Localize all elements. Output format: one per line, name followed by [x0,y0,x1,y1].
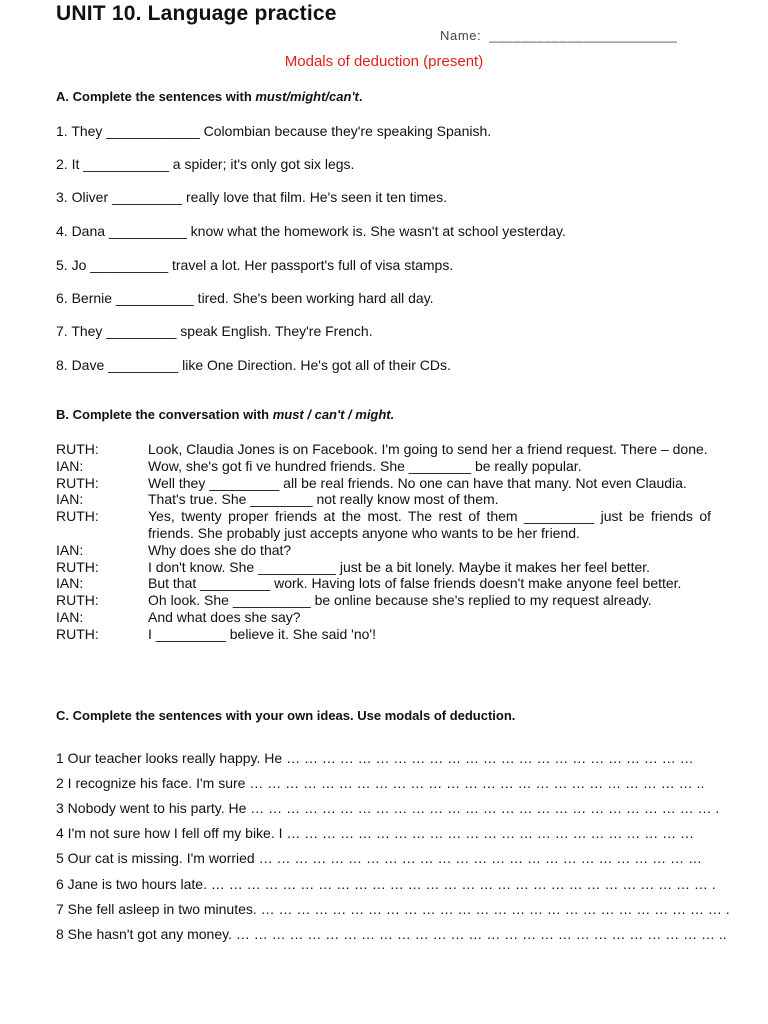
conversation-line [56,592,711,609]
speech-text: I don't know. She __________ just be a bit lonely. Maybe it makes her feel better. [148,558,651,575]
section-a-prefix: A. Complete the sentences with [56,89,256,104]
subtitle-text: Modals of deduction (present) [284,53,484,70]
conversation-line [56,491,711,508]
speech-text: Well they _________ all be real friends. No one can have that many. Not even Claudia. [148,474,687,491]
conversation-line [56,609,711,626]
speaker-label: RUTH: [56,592,99,609]
speaker-label: IAN: [56,491,84,508]
sentence-c-6: 6 Jane is two hours late. … … … … … … … … … … … … … … … … … … … … … … … … … … … … . [56,876,716,892]
sentence-c-8: 8 She hasn't got any money. … … … … … … … … … … … … … … … … … … … … … … … … … … … .. [56,926,727,942]
page-title: UNIT 10. Language practice [56,2,337,25]
speech-text: I _________ believe it. She said 'no'! [148,625,376,642]
speaker-label: IAN: [56,541,84,558]
speaker-label: IAN: [56,608,84,625]
conversation-line [56,475,711,492]
sentence-a-8: 8. Dave _________ like One Direction. He's got all of their CDs. [56,357,451,373]
section-b-modals: must / can't / might. [272,407,395,422]
sentence-a-2: 2. It ___________ a spider; it's only got six legs. [56,156,355,172]
name-field [440,28,677,43]
speech-text: Yes, twenty proper friends at the most. The rest of them _________ just be friends of friends. She probably just accepts anyone who wants to be her friend. [148,508,711,541]
speaker-label: RUTH: [56,625,99,642]
sentence-a-5: 5. Jo __________ travel a lot. Her passport's full of visa stamps. [56,257,454,273]
sentence-a-7: 7. They _________ speak English. They're French. [56,323,373,339]
sentence-c-3: 3 Nobody went to his party. He … … … … … … … … … … … … … … … … … … … … … … … … … … . [56,800,720,816]
sentence-c-1: 1 Our teacher looks really happy. He … … … … … … … … … … … … … … … … … … … … … … … [56,750,694,766]
conversation-line [56,441,711,458]
sentence-a-1: 1. They ____________ Colombian because they're speaking Spanish. [56,123,492,139]
speech-text: Oh look. She __________ be online because she's replied to my request already. [148,592,652,609]
name-blank: ________________________ [489,28,678,43]
speech-text: That's true. She ________ not really know most of them. [148,491,499,508]
speaker-label: RUTH: [56,508,99,525]
sentence-a-3: 3. Oliver _________ really love that film. He's seen it ten times. [56,189,447,205]
name-label: Name: [440,28,482,43]
section-a-modals: must/might/can't [255,89,359,104]
section-c-heading: C. Complete the sentences with your own ideas. Use modals of deduction. [56,708,516,723]
conversation [56,441,711,643]
section-b-heading [56,407,394,422]
sentence-c-7: 7 She fell asleep in two minutes. … … … … … … … … … … … … … … … … … … … … … … … … … … . [56,901,730,917]
speech-text: Look, Claudia Jones is on Facebook. I'm going to send her a friend request. There – done. [148,441,708,457]
speaker-label: IAN: [56,457,84,474]
conversation-line [56,575,711,592]
section-a-heading [56,89,363,104]
sentence-a-6: 6. Bernie __________ tired. She's been working hard all day. [56,290,434,306]
speech-text: But that _________ work. Having lots of false friends doesn't make anyone feel better. [148,575,682,592]
conversation-line [56,559,711,576]
speaker-label: IAN: [56,575,84,592]
sentence-c-5: 5 Our cat is missing. I'm worried … … … … … … … … … … … … … … … … … … … … … … … … … [56,850,702,866]
speech-text: Wow, she's got fi ve hundred friends. She ________ be really popular. [148,457,582,474]
sentence-c-2: 2 I recognize his face. I'm sure … … … … … … … … … … … … … … … … … … … … … … … … … .. [56,775,705,791]
sentence-c-4: 4 I'm not sure how I fell off my bike. I … … … … … … … … … … … … … … … … … … … … … … … [56,825,694,841]
speech-text: Why does she do that? [148,541,292,558]
conversation-line [56,542,711,559]
speaker-label: RUTH: [56,558,99,575]
speaker-label: RUTH: [56,474,99,491]
conversation-line [56,508,711,542]
sentence-a-4: 4. Dana __________ know what the homework is. She wasn't at school yesterday. [56,223,566,239]
section-b-prefix: B. Complete the conversation with [56,407,273,422]
speaker-label: RUTH: [56,441,99,457]
worksheet-subtitle [0,53,768,70]
conversation-line [56,626,711,643]
speech-text: And what does she say? [148,608,301,625]
section-a-suffix: . [358,89,363,104]
conversation-line [56,458,711,475]
